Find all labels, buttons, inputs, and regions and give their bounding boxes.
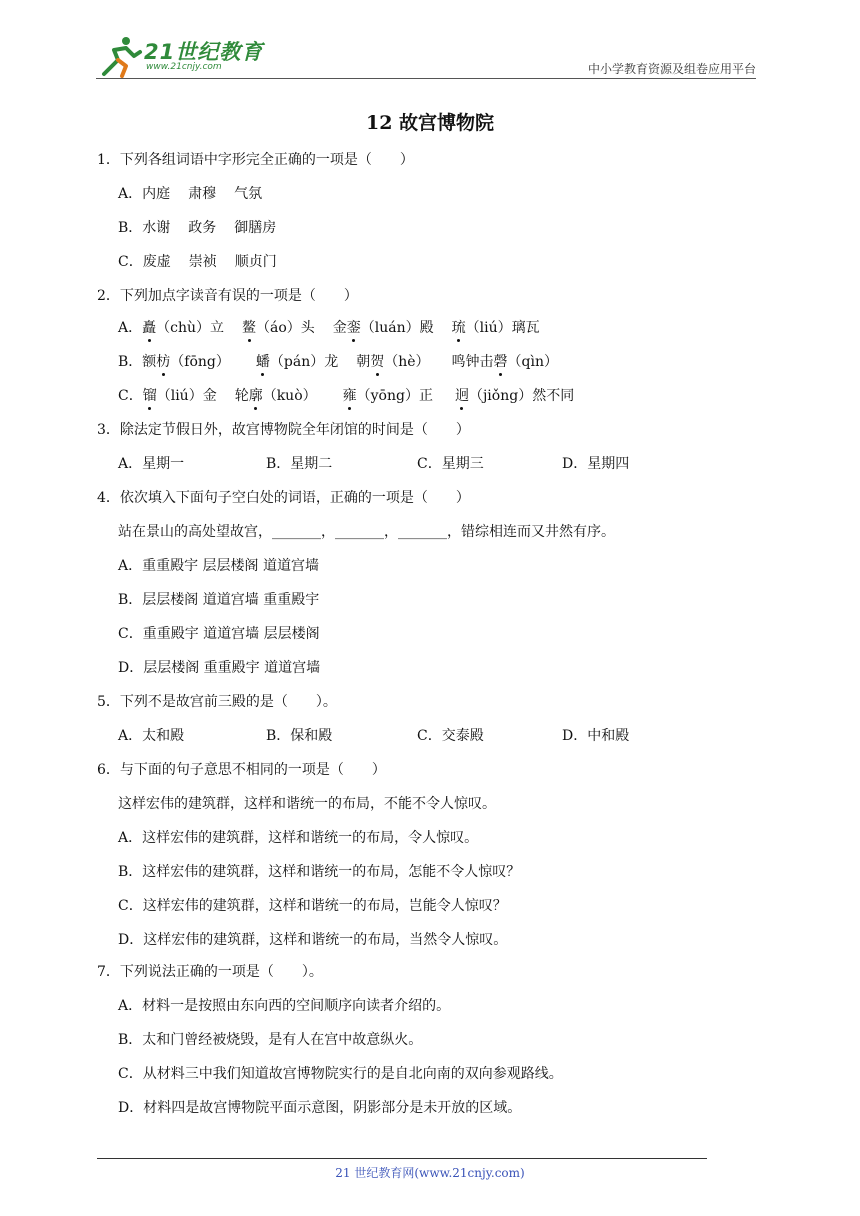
question-5-stem: 5．下列不是故宫前三殿的是（ ）。 — [97, 694, 337, 710]
question-5-option-b: B．保和殿 — [266, 728, 333, 744]
dotted-char: 鳌 — [242, 320, 256, 336]
question-4-option-a: A．重重殿宇 层层楼阁 道道宫墙 — [118, 558, 320, 574]
plain-char: 额 — [142, 354, 157, 370]
plain-char: 朝 — [356, 354, 371, 370]
question-6-option-a: A．这样宏伟的建筑群，这样和谐统一的布局，令人惊叹。 — [118, 830, 479, 846]
option-word: 肃穆 — [188, 186, 217, 202]
footer-link[interactable]: 21 世纪教育网(www.21cnjy.com) — [335, 1166, 525, 1180]
site-logo — [96, 34, 266, 78]
dotted-char: 镏 — [142, 388, 157, 404]
question-6-sentence: 这样宏伟的建筑群，这样和谐统一的布局，不能不令人惊叹。 — [118, 796, 496, 812]
question-7-option-b: B．太和门曾经被烧毁，是有人在宫中故意纵火。 — [118, 1032, 423, 1048]
question-1-option-b — [118, 218, 276, 238]
dotted-char: 銮 — [346, 320, 361, 336]
page-title: 12 故宫博物院 — [365, 112, 495, 134]
pinyin-text: （pán）龙 — [269, 354, 339, 370]
question-2-stem: 2．下列加点字读音有误的一项是（ ） — [97, 288, 358, 304]
dotted-char: 磬 — [493, 354, 508, 370]
question-7-option-a: A．材料一是按照由东向西的空间顺序向读者介绍的。 — [118, 998, 451, 1014]
logo-url: www.21cnjy.com — [146, 62, 222, 72]
question-1-stem: 1．下列各组词语中字形完全正确的一项是（ ） — [97, 152, 414, 168]
plain-char: 金 — [332, 320, 347, 336]
question-2-option-c — [118, 386, 574, 406]
option-word: 气氛 — [234, 186, 263, 202]
question-7-stem: 7．下列说法正确的一项是（ ）。 — [97, 964, 323, 980]
question-4-option-c: C．重重殿宇 道道宫墙 层层楼阁 — [118, 626, 320, 642]
question-4-stem: 4．依次填入下面句子空白处的词语，正确的一项是（ ） — [97, 490, 470, 506]
option-label: B． — [118, 354, 143, 370]
dotted-char: 廓 — [248, 388, 263, 404]
pinyin-text: （hè） — [384, 354, 430, 370]
pinyin-text: （liú）璃瓦 — [465, 320, 540, 336]
dotted-char: 矗 — [142, 320, 157, 336]
question-6-stem: 6．与下面的句子意思不相同的一项是（ ） — [97, 762, 386, 778]
option-word: A．内庭 — [118, 186, 171, 202]
dotted-char: 雍 — [342, 388, 357, 404]
pinyin-text: （chù）立 — [156, 320, 224, 336]
question-7-option-d: D．材料四是故宫博物院平面示意图，阴影部分是未开放的区域。 — [118, 1100, 522, 1116]
option-word: 政务 — [188, 220, 217, 236]
pinyin-text: （liú）金 — [156, 388, 217, 404]
header-divider — [96, 78, 756, 79]
question-3-stem: 3．除法定节假日外，故宫博物院全年闭馆的时间是（ ） — [97, 422, 470, 438]
pinyin-text: （fōng） — [170, 354, 230, 370]
dotted-char: 枋 — [156, 354, 171, 370]
option-word: 崇祯 — [188, 254, 217, 270]
question-5-option-a: A．太和殿 — [118, 728, 185, 744]
dotted-char: 琉 — [451, 320, 466, 336]
option-label: C． — [118, 388, 143, 404]
question-6-option-b: B．这样宏伟的建筑群，这样和谐统一的布局，怎能不令人惊叹？ — [118, 864, 521, 880]
question-1-option-c — [118, 252, 277, 272]
logo-text: 21世纪教育 — [144, 40, 264, 64]
question-3-option-c: C．星期三 — [417, 456, 484, 472]
plain-char: 鸣钟击 — [451, 354, 494, 370]
question-3-option-d: D．星期四 — [562, 456, 630, 472]
pinyin-text: （qìn） — [507, 354, 558, 370]
option-word: C．废虚 — [118, 254, 171, 270]
plain-char: 轮 — [234, 388, 249, 404]
question-2-option-b — [118, 352, 558, 372]
question-4-option-d: D．层层楼阁 重重殿宇 道道宫墙 — [118, 660, 321, 676]
dotted-char: 贺 — [370, 354, 385, 370]
pinyin-text: （áo）头 — [256, 320, 315, 336]
footer-divider — [97, 1158, 707, 1159]
option-word: 御膳房 — [234, 220, 277, 236]
runner-logo-icon — [96, 34, 146, 78]
pinyin-text: （kuò） — [262, 388, 317, 404]
pinyin-text: （yōng）正 — [356, 388, 433, 404]
pinyin-text: （jiǒng）然不同 — [468, 388, 575, 404]
option-word: B．水谢 — [118, 220, 171, 236]
pinyin-text: （luán）殿 — [360, 320, 434, 336]
question-2-option-a — [118, 318, 540, 338]
dotted-char: 蟠 — [255, 354, 270, 370]
question-7-option-c: C．从材料三中我们知道故宫博物院实行的是自北向南的双向参观路线。 — [118, 1066, 563, 1082]
option-word: 顺贞门 — [234, 254, 277, 270]
question-6-option-d: D．这样宏伟的建筑群，这样和谐统一的布局，当然令人惊叹。 — [118, 932, 508, 948]
dotted-char: 迥 — [454, 388, 469, 404]
question-5-option-c: C．交泰殿 — [417, 728, 484, 744]
page-header — [96, 34, 756, 78]
question-3-option-a: A．星期一 — [118, 456, 185, 472]
question-6-option-c: C．这样宏伟的建筑群，这样和谐统一的布局，岂能令人惊叹？ — [118, 898, 507, 914]
question-3-option-b: B．星期二 — [266, 456, 333, 472]
question-1-option-a — [118, 184, 262, 204]
question-4-option-b: B．层层楼阁 道道宫墙 重重殿宇 — [118, 592, 320, 608]
question-4-sentence: 站在景山的高处望故宫，_______，_______，_______，错综相连而又井然有序。 — [118, 524, 615, 540]
question-5-option-d: D．中和殿 — [562, 728, 630, 744]
option-label: A． — [118, 320, 143, 336]
platform-name: 中小学教育资源及组卷应用平台 — [587, 62, 756, 76]
